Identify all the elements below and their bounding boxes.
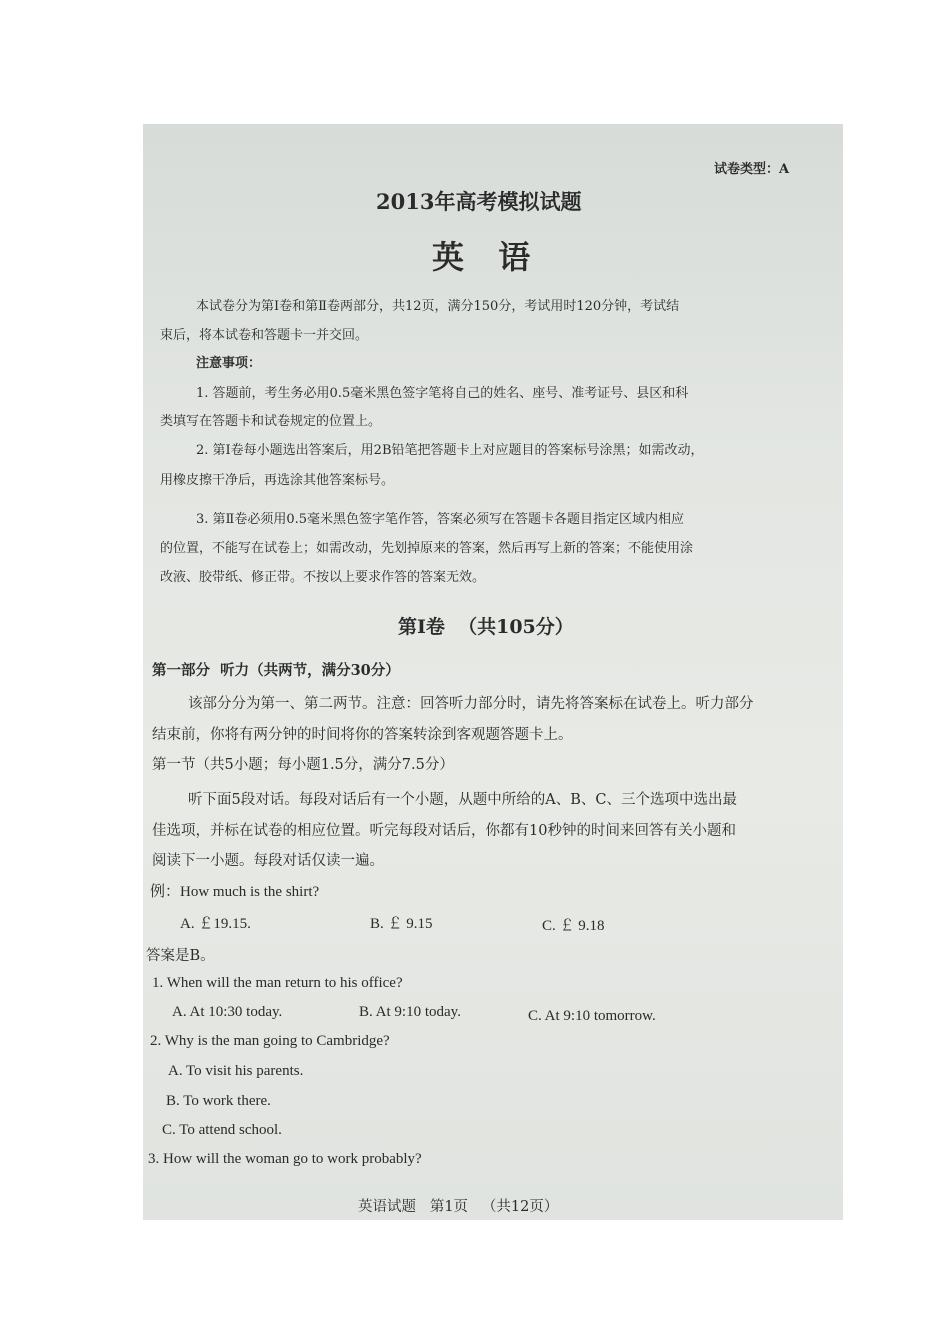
question-1-option-c: C. At 9:10 tomorrow. (528, 1008, 656, 1024)
section1-desc-a: 听下面5段对话。每段对话后有一个小题，从题中所给的A、B、C、三个选项中选出最 (188, 792, 737, 808)
page-footer: 英语试题 第1页 （共12页） (358, 1199, 559, 1215)
note-3b: 的位置，不能写在试卷上；如需改动，先划掉原来的答案，然后再写上新的答案；不能使用涂 (160, 541, 694, 556)
intro-line-2: 束后，将本试卷和答题卡一并交回。 (160, 328, 369, 343)
question-2-option-b: B. To work there. (166, 1093, 271, 1109)
section1-title: 第一节（共5小题；每小题1.5分，满分7.5分） (152, 757, 454, 773)
question-1-option-b: B. At 9:10 today. (359, 1004, 461, 1020)
question-2-option-a: A. To visit his parents. (168, 1063, 304, 1079)
section1-desc-c: 阅读下一小题。每段对话仅读一遍。 (152, 853, 384, 869)
question-2: 2. Why is the man going to Cambridge? (150, 1033, 390, 1049)
part1-desc-a: 该部分分为第一、第二两节。注意：回答听力部分时，请先将答案标在试卷上。听力部分 (188, 696, 754, 712)
exam-title: 2013年高考模拟试题 (376, 189, 582, 214)
part1-title: 第一部分 听力（共两节，满分30分） (152, 662, 400, 679)
example-question: 例：How much is the shirt? (150, 884, 320, 900)
question-1-option-a: A. At 10:30 today. (172, 1004, 283, 1020)
note-3c: 改液、胶带纸、修正带。不按以上要求作答的答案无效。 (160, 570, 486, 585)
question-2-option-c: C. To attend school. (162, 1122, 282, 1138)
question-3: 3. How will the woman go to work probably? (148, 1151, 422, 1167)
intro-line-1: 本试卷分为第Ⅰ卷和第Ⅱ卷两部分，共12页，满分150分，考试用时120分钟，考试结 (196, 299, 680, 314)
note-2b: 用橡皮擦干净后，再选涂其他答案标号。 (160, 473, 395, 488)
example-answer: 答案是B。 (146, 948, 215, 964)
volume-title: 第Ⅰ卷 （共105分） (398, 616, 574, 638)
subject-title: 英 语 (432, 238, 535, 276)
part1-desc-b: 结束前，你将有两分钟的时间将你的答案转涂到客观题答题卡上。 (152, 727, 573, 743)
example-option-b: B. ￡ 9.15 (370, 916, 433, 932)
example-option-a: A. ￡19.15. (180, 916, 251, 932)
notes-title: 注意事项： (196, 356, 262, 371)
section1-desc-b: 佳选项，并标在试卷的相应位置。听完每段对话后，你都有10秒钟的时间来回答有关小题和 (152, 823, 736, 839)
question-1: 1. When will the man return to his office? (152, 975, 403, 991)
note-1a: 1. 答题前，考生务必用0.5毫米黑色签字笔将自己的姓名、座号、准考证号、县区和科 (196, 386, 689, 401)
example-option-c: C. ￡ 9.18 (542, 918, 605, 934)
note-2a: 2. 第Ⅰ卷每小题选出答案后，用2B铅笔把答题卡上对应题目的答案标号涂黑；如需改动， (196, 443, 704, 458)
note-3a: 3. 第Ⅱ卷必须用0.5毫米黑色签字笔作答，答案必须写在答题卡各题目指定区域内相应 (196, 512, 685, 527)
note-1b: 类填写在答题卡和试卷规定的位置上。 (160, 414, 382, 429)
paper-type-label: 试卷类型：A (714, 162, 790, 177)
